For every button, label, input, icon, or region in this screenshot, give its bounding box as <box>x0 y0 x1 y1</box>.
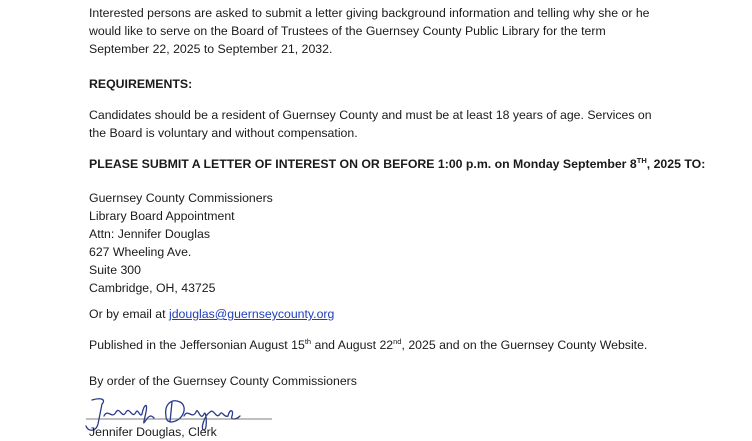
address-line-5: Suite 300 <box>89 263 141 277</box>
email-link[interactable]: jdouglas@guernseycounty.org <box>168 307 335 321</box>
address-line-6: Cambridge, OH, 43725 <box>89 281 216 295</box>
order-line: By order of the Guernsey County Commissioners <box>89 374 357 388</box>
signature-printed-name: Jennifer Douglas, Clerk <box>89 425 217 439</box>
requirements-line-2: the Board is voluntary and without compensation. <box>89 126 358 140</box>
published-part-3: , 2025 and on the Guernsey County Website. <box>401 338 648 352</box>
intro-line-2: would like to serve on the Board of Trustees of the Guernsey County Public Library for the term <box>89 24 606 38</box>
published-line <box>89 336 647 354</box>
email-prefix: Or by email at <box>89 307 169 321</box>
address-line-1: Guernsey County Commissioners <box>89 191 273 205</box>
address-line-3: Attn: Jennifer Douglas <box>89 227 210 241</box>
submit-text-after: , 2025 TO: <box>646 157 706 171</box>
submit-deadline <box>89 155 705 173</box>
published-part-1: Published in the Jeffersonian August 15 <box>89 338 305 352</box>
intro-line-3: September 22, 2025 to September 21, 2032. <box>89 42 333 56</box>
requirements-heading: REQUIREMENTS: <box>89 77 193 91</box>
published-part-2: and August 22 <box>311 338 394 352</box>
submit-text-before: PLEASE SUBMIT A LETTER OF INTEREST ON OR BEFORE 1:00 p.m. on Monday September 8 <box>89 157 637 171</box>
requirements-line-1: Candidates should be a resident of Guernsey County and must be at least 18 years of age. Services on <box>89 108 652 122</box>
address-line-2: Library Board Appointment <box>89 209 235 223</box>
published-sup-2: nd <box>393 337 402 346</box>
email-line <box>89 305 334 323</box>
published-sup-1: th <box>304 337 312 346</box>
submit-sup: TH <box>636 156 647 165</box>
address-line-4: 627 Wheeling Ave. <box>89 245 192 259</box>
intro-line-1: Interested persons are asked to submit a letter giving background information and telling why she or he <box>89 6 650 20</box>
